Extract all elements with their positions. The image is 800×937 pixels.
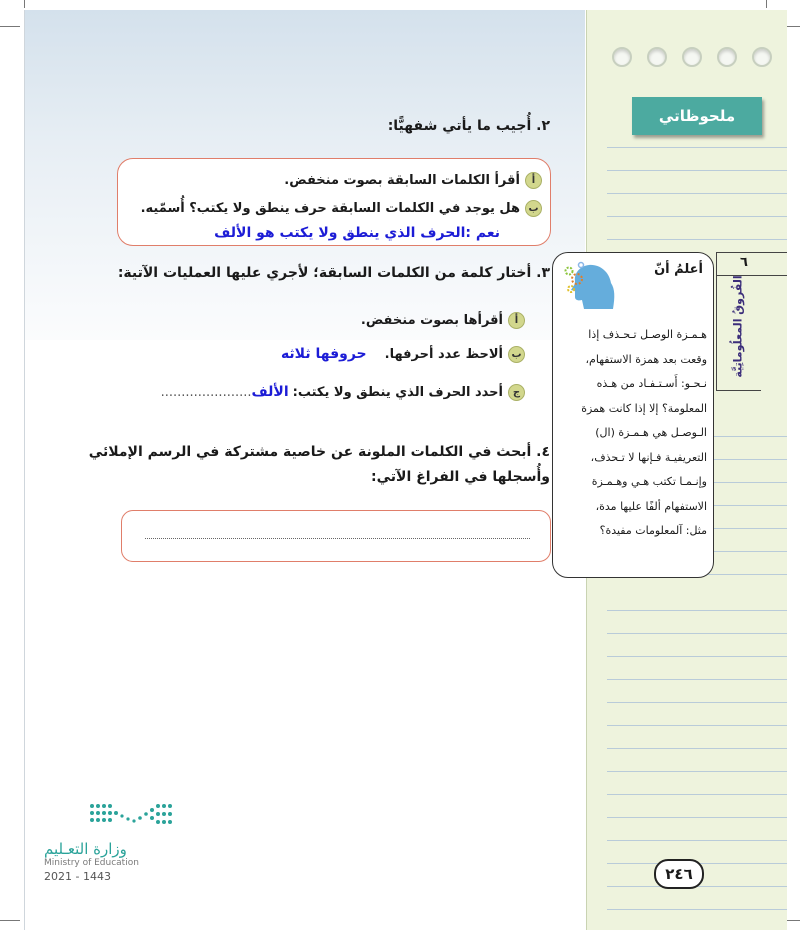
- ruled-line: [607, 193, 787, 194]
- q3-item-b: [281, 346, 525, 363]
- ruled-line: [607, 633, 787, 634]
- question-4-line-2: وأُسجلها في الفراغ الآتي:: [371, 469, 550, 485]
- q2-a-text: أقرأ الكلمات السابقة بصوت منخفض.: [284, 173, 520, 188]
- question-2-title: ٢. أُجيب ما يأتي شفهيًّا:: [387, 118, 550, 134]
- q3-a-text: أقرأها بصوت منخفض.: [360, 313, 503, 328]
- binder-ring-icon: [647, 47, 667, 67]
- ministry-name-ar: وزارة التعـليم: [44, 840, 127, 858]
- section-number: ٦: [740, 255, 748, 270]
- brain-head-icon: [563, 259, 621, 313]
- ruled-line: [607, 909, 787, 910]
- q3-item-a: [361, 312, 525, 329]
- know-line: التعريفيـة فـإنها لا تـحذف،: [590, 450, 707, 464]
- q3-b-answer: حروفها ثلاثه: [280, 346, 367, 362]
- q2-handwritten-answer: نعم :الحرف الذي ينطق ولا يكتب هو الألف: [214, 225, 500, 241]
- ruled-line: [607, 840, 787, 841]
- know-line: هـمـزة الوصـل تـحـذف إذا: [588, 328, 707, 341]
- q3-c-dots: ......................: [160, 385, 252, 400]
- know-line: المعلومة؟ إلا إذا كانت همزة: [581, 401, 707, 415]
- ruled-line: [607, 216, 787, 217]
- notes-label: ملحوظاتي: [658, 107, 736, 125]
- know-line: الـوصـل هي هـمـزة (ال): [595, 426, 707, 439]
- ruled-line: [607, 170, 787, 171]
- dotted-answer-line[interactable]: [145, 538, 530, 539]
- ruled-line: [607, 610, 787, 611]
- ruled-line: [607, 679, 787, 680]
- ruled-line: [607, 817, 787, 818]
- q2-item-a: [284, 172, 542, 189]
- ruled-line: [607, 702, 787, 703]
- q2-b-text: هل يوجد في الكلمات السابقة حرف ينطق ولا يكتب؟ أُسمّيه.: [140, 201, 520, 216]
- binder-ring-icon: [682, 47, 702, 67]
- know-line: وإنـمـا تكتب هـي وهـمـزة: [591, 475, 707, 488]
- crop-mark: [0, 26, 20, 27]
- ruled-line: [607, 748, 787, 749]
- letter-bubble-icon: ب: [508, 346, 525, 363]
- ruled-line: [607, 771, 787, 772]
- letter-bubble-icon: ب: [525, 200, 542, 217]
- page-number: ٢٤٦: [654, 859, 704, 889]
- know-line: نـحـو: أَسـتـفـاد من هـذه: [596, 377, 707, 390]
- binder-ring-icon: [752, 47, 772, 67]
- know-line: مثل: آلمعلومات مفيدة؟: [599, 524, 707, 537]
- ruled-line: [607, 147, 787, 148]
- answer-box-q4: [121, 510, 551, 562]
- know-heading: أعلمُ أنّ: [654, 262, 703, 277]
- crop-mark: [24, 0, 25, 8]
- q2-item-b: [141, 200, 542, 217]
- letter-bubble-icon: ج: [508, 384, 525, 401]
- ministry-name-en: Ministry of Education: [44, 858, 139, 868]
- know-text: [559, 323, 707, 544]
- crop-mark: [0, 920, 20, 921]
- ruled-line: [607, 725, 787, 726]
- ruled-line: [607, 656, 787, 657]
- q3-item-c: [161, 384, 525, 401]
- q3-c-answer: الألف: [251, 384, 289, 400]
- question-3-title: ٣. أختار كلمة من الكلمات السابقة؛ لأجري عليها العمليات الآتية:: [117, 265, 550, 281]
- ruled-line: [607, 794, 787, 795]
- letter-bubble-icon: أ: [508, 312, 525, 329]
- binder-ring-icon: [612, 47, 632, 67]
- binder-ring-icon: [717, 47, 737, 67]
- know-line: الاستفهام ألفًا عليها مدة،: [595, 499, 707, 513]
- q3-c-text: أحدد الحرف الذي ينطق ولا يكتب:: [292, 385, 503, 400]
- vertical-title: الفُروقُ المعلُوماتِيَّة: [731, 275, 745, 378]
- section-marker: [716, 252, 787, 276]
- question-4-line-1: ٤. أبحث في الكلمات الملونة عن خاصية مشتركة في الرسم الإملائي: [88, 444, 550, 460]
- ministry-logo-icon: [90, 802, 176, 832]
- crop-mark: [766, 0, 767, 8]
- know-box: [552, 252, 714, 578]
- q3-b-text: ألاحظ عدد أحرفها.: [384, 347, 503, 362]
- know-line: وقعت بعد همزة الاستفهام،: [585, 352, 707, 366]
- ruled-line: [607, 239, 787, 240]
- notes-tab: [632, 97, 762, 135]
- letter-bubble-icon: أ: [525, 172, 542, 189]
- academic-year: 2021 - 1443: [44, 870, 111, 883]
